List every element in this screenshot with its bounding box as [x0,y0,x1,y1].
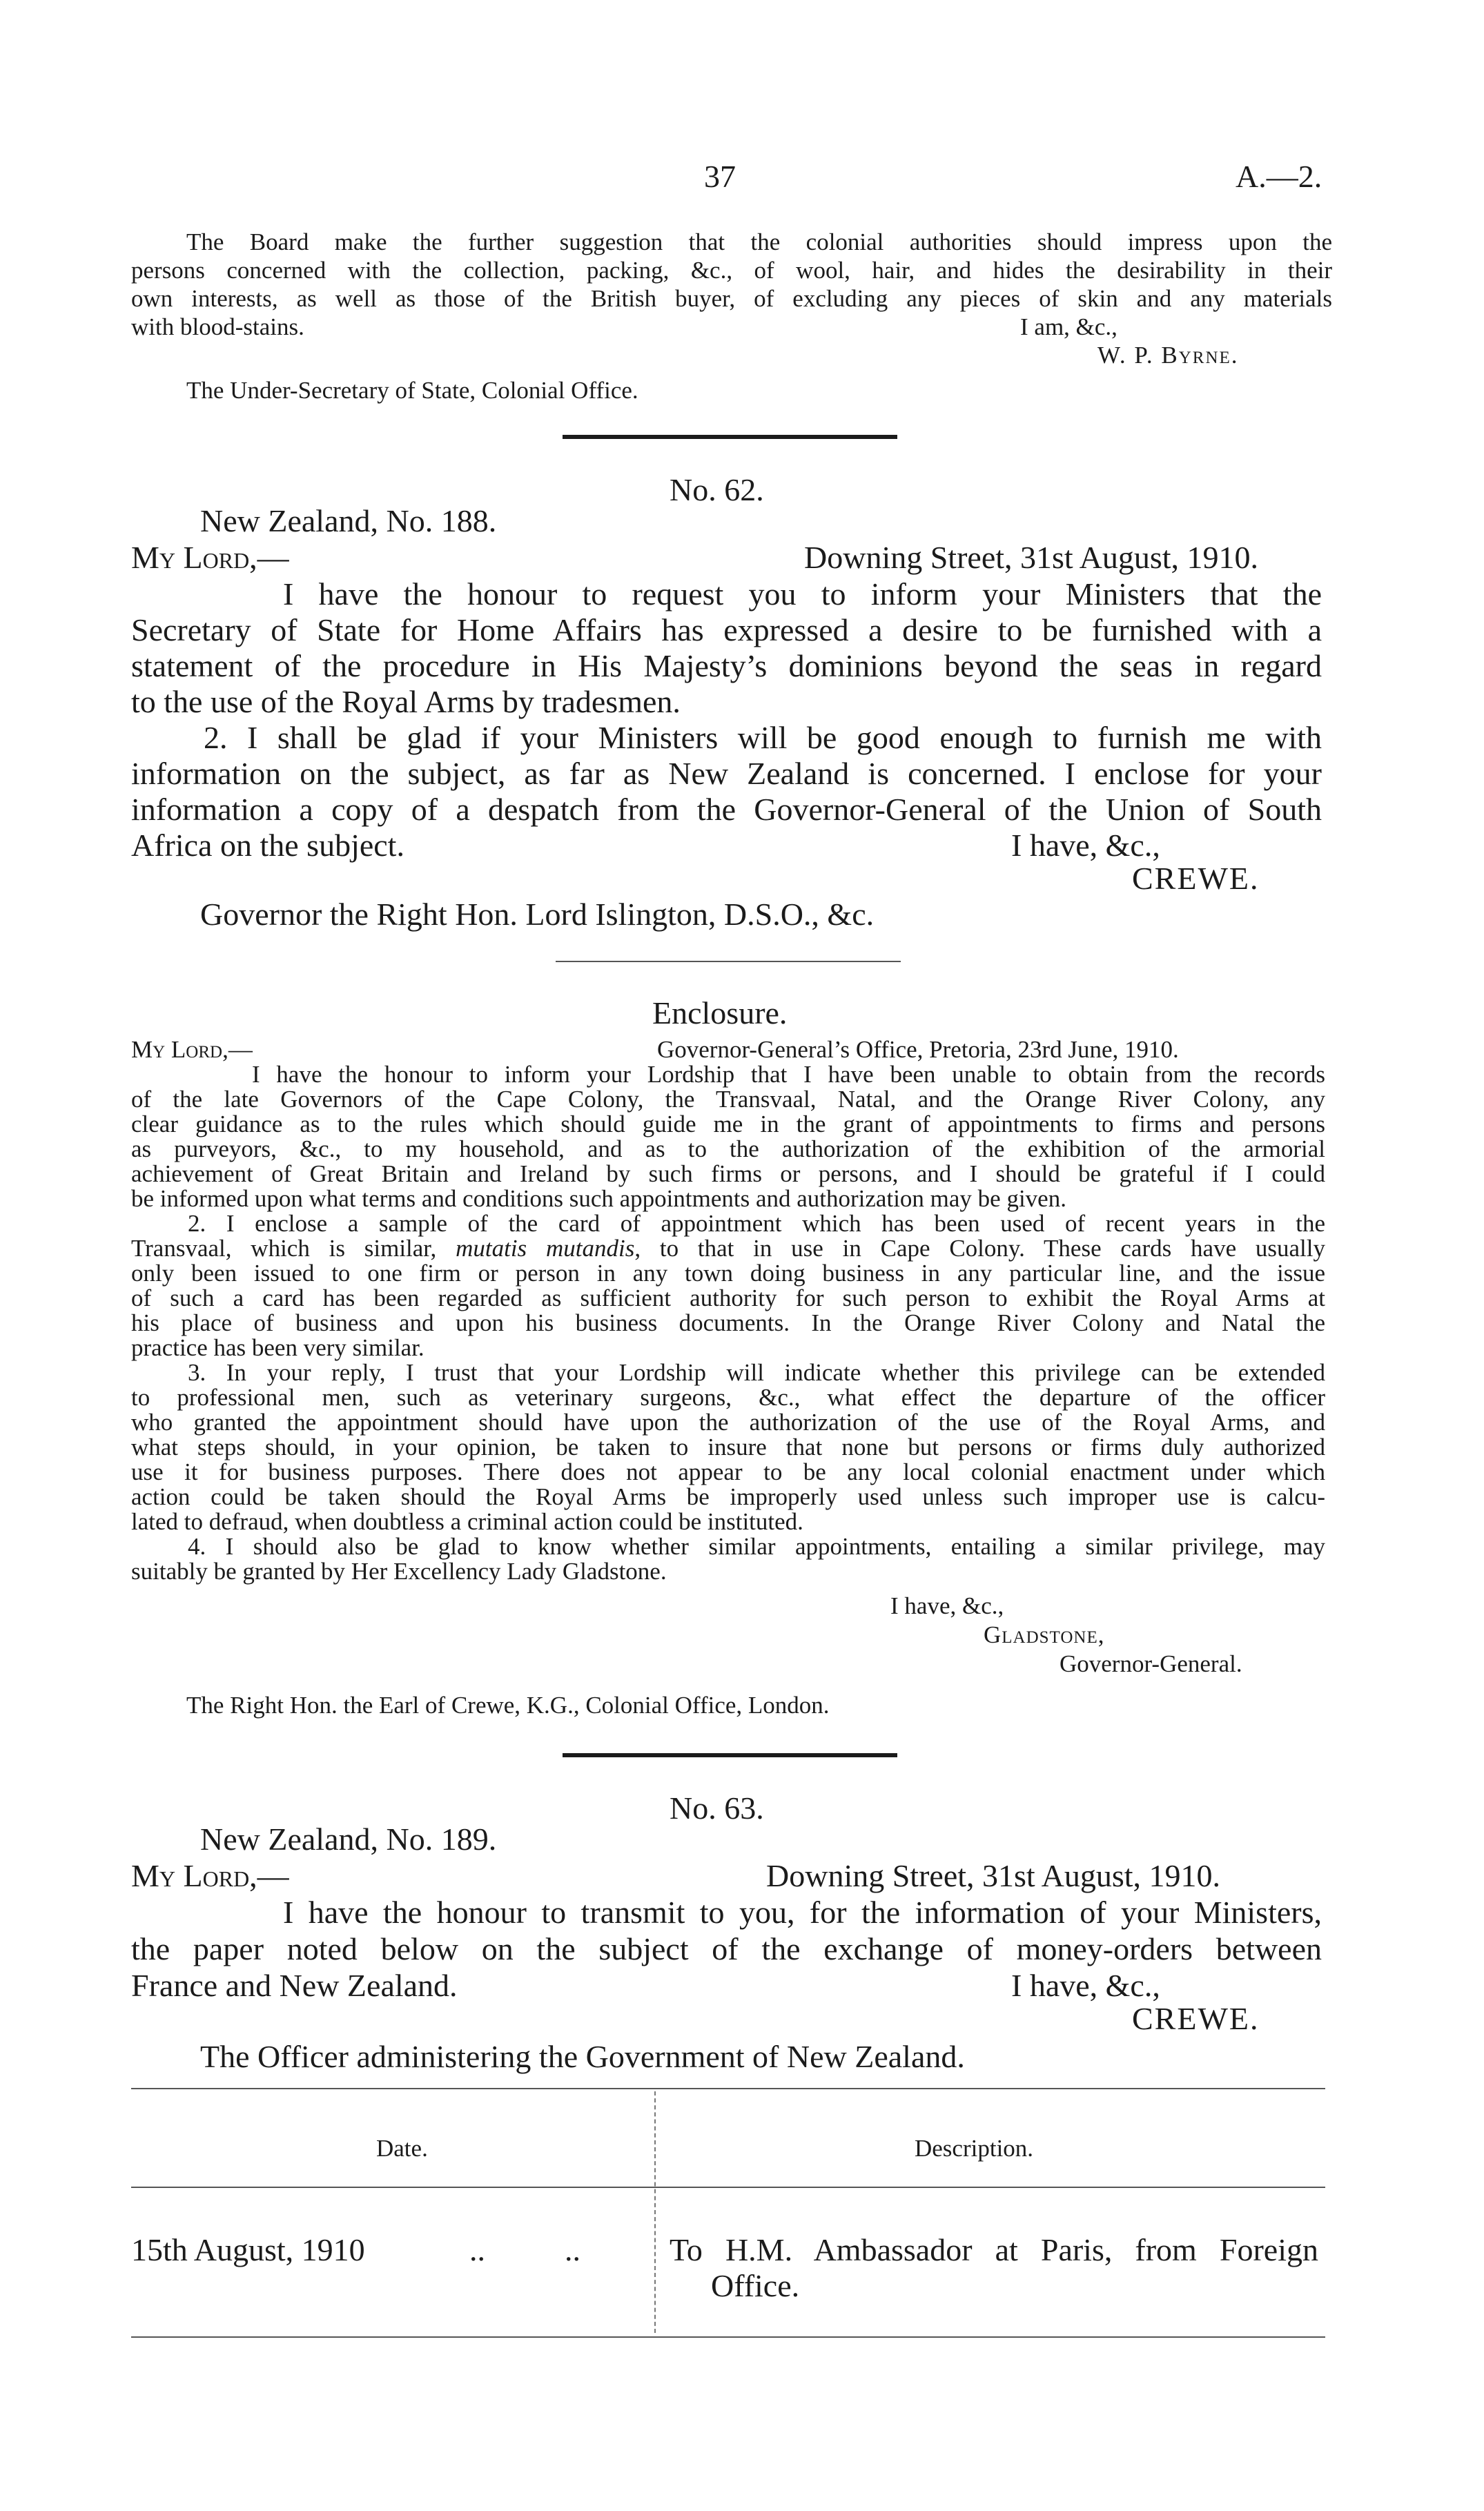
enclosure-line: 3. In your reply, I trust that your Lordship will indicate whether this privilege can be extended [188,1359,1325,1386]
salutation: My Lord,— [131,540,289,575]
table-cell-date: 15th August, 1910 [131,2232,365,2267]
addressee: The Right Hon. the Earl of Crewe, K.G., Colonial Office, London. [186,1692,830,1719]
enclosure-line: 4. I should also be glad to know whether similar appointments, entailing a similar privilege, may [188,1533,1325,1560]
addressee: The Officer administering the Government of New Zealand. [200,2039,965,2074]
table-column-divider [654,2091,656,2333]
table-header-description: Description. [915,2135,1034,2162]
letter-line: to the use of the Royal Arms by tradesmen. [131,684,681,719]
enclosure-line: only been issued to one firm or person in any town doing business in any particular line, and the issue [131,1260,1325,1287]
enclosure-line: use it for business purposes. There does not appear to be any local colonial enactment under which [131,1458,1325,1485]
closing: I have, &c., [1011,828,1160,863]
enclosure-line: who granted the appointment should have upon the authorization of the use of the Royal Arms, and [131,1409,1325,1436]
table-cell-description: To H.M. Ambassador at Paris, from Foreign [670,2232,1318,2267]
table-cell-description-cont: Office. [711,2268,800,2303]
enclosure-line: of the late Governors of the Cape Colony, the Transvaal, Natal, and the Orange River Colony, any [131,1086,1325,1113]
signature: CREWE. [1132,2001,1260,2036]
letter-line: I have the honour to transmit to you, for the information of your Ministers, [283,1895,1322,1930]
board-letter-line: persons concerned with the collection, packing, &c., of wool, hair, and hides the desirability in their [131,257,1332,284]
table-top-rule [131,2088,1325,2089]
section-divider [563,1753,897,1757]
addressee: The Under-Secretary of State, Colonial Office. [186,377,638,404]
despatch-reference: New Zealand, No. 188. [200,503,497,538]
enclosure-divider [556,961,901,962]
letter-line: the paper noted below on the subject of the exchange of money-orders between [131,1931,1322,1966]
enclosure-line: suitably be granted by Her Excellency Lady Gladstone. [131,1558,667,1585]
page-number: 37 [704,159,736,194]
signature: CREWE. [1132,861,1260,896]
enclosure-line: what steps should, in your opinion, be taken to insure that none but persons or firms duly authorized [131,1434,1325,1460]
enclosure-line: lated to defraud, when doubtless a criminal action could be instituted. [131,1508,803,1535]
letter-line: information a copy of a despatch from the Governor-General of the Union of South [131,792,1322,827]
letter-line: 2. I shall be glad if your Ministers will be good enough to furnish me with [204,720,1322,755]
salutation: My Lord,— [131,1858,289,1893]
salutation: My Lord,— [131,1036,253,1063]
letter-line: information on the subject, as far as New Zealand is concerned. I enclose for your [131,756,1322,791]
enclosure-line: 2. I enclose a sample of the card of appointment which has been used of recent years in the [188,1210,1325,1237]
enclosure-line: his place of business and upon his business documents. In the Orange River Colony and Natal the [131,1309,1325,1336]
despatch-number: No. 63. [670,1790,764,1826]
enclosure-line: I have the honour to inform your Lordship that I have been unable to obtain from the records [252,1061,1325,1088]
table-header-date: Date. [376,2135,428,2162]
table-cell-leader-dots: .. .. [469,2232,580,2267]
enclosure-line: action could be taken should the Royal Arms be improperly used unless such improper use is calcu- [131,1483,1325,1510]
enclosure-line: clear guidance as to the rules which should guide me in the grant of appointments to firms and persons [131,1111,1325,1137]
board-letter-line: with blood-stains. [131,313,304,340]
section-divider [563,435,897,439]
place-date: Downing Street, 31st August, 1910. [766,1858,1221,1893]
enclosure-line: as purveyors, &c., to my household, and as to the authorization of the exhibition of the armorial [131,1135,1325,1162]
addressee: Governor the Right Hon. Lord Islington, D.S.O., &c. [200,897,875,932]
enclosure-line: be informed upon what terms and conditions such appointments and authorization may be given. [131,1185,1066,1212]
place-date: Governor-General’s Office, Pretoria, 23rd June, 1910. [657,1036,1179,1063]
board-letter-line: The Board make the further suggestion that the colonial authorities should impress upon the [186,228,1332,255]
signature: W. P. Byrne. [1097,342,1239,369]
letter-line: statement of the procedure in His Majesty’s dominions beyond the seas in regard [131,648,1322,683]
closing: I have, &c., [890,1592,1004,1619]
despatch-reference: New Zealand, No. 189. [200,1821,497,1857]
letter-line: I have the honour to request you to inform your Ministers that the [283,576,1322,612]
enclosure-line: to professional men, such as veterinary surgeons, &c., what effect the departure of the officer [131,1384,1325,1411]
letter-line: Secretary of State for Home Affairs has expressed a desire to be furnished with a [131,612,1322,647]
letter-line: France and New Zealand. [131,1968,458,2003]
letter-line: Africa on the subject. [131,828,404,863]
enclosure-line: Transvaal, which is similar, mutatis mutandis, to that in use in Cape Colony. These cards have usually [131,1235,1325,1262]
place-date: Downing Street, 31st August, 1910. [804,540,1259,575]
signature-title: Governor-General. [1060,1650,1242,1677]
despatch-number: No. 62. [670,472,764,507]
latin-phrase: mutatis mutandis [456,1235,635,1262]
enclosure-line: achievement of Great Britain and Ireland by such firms or persons, and I should be grateful if I could [131,1160,1325,1187]
table-bottom-rule [131,2336,1325,2338]
signature: Gladstone, [984,1621,1105,1648]
table-header-rule [131,2187,1325,2188]
closing: I have, &c., [1011,1968,1160,2003]
enclosure-title: Enclosure. [652,995,788,1030]
board-letter-line: own interests, as well as those of the British buyer, of excluding any pieces of skin and any materials [131,285,1332,312]
closing: I am, &c., [1020,313,1117,340]
enclosure-line: of such a card has been regarded as sufficient authority for such person to exhibit the Royal Arms at [131,1284,1325,1311]
enclosure-line: practice has been very similar. [131,1334,424,1361]
document-reference: A.—2. [1236,159,1322,194]
